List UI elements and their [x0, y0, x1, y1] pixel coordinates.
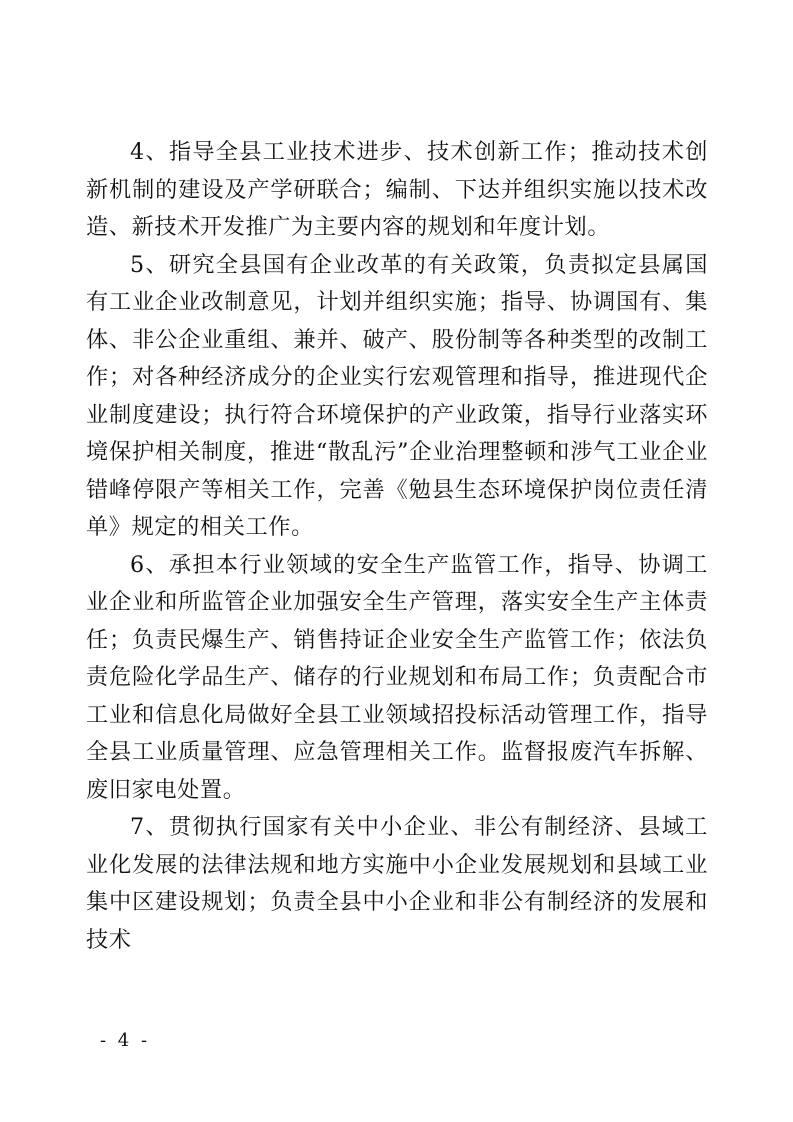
paragraph-item-5: 5、研究全县国有企业改革的有关政策，负责拟定县属国有工业企业改制意见，计划并组织实施；指导、协调国有、集体、非公企业重组、兼并、破产、股份制等各种类型的改制工作；对各种经济成分的企业实行宏观管理和指导，推进现代企业制度建设；执行符合环境保护的产业政策，指导行业落实环境保护相关制度，推进“散乱污”企业治理整顿和涉气工业企业错峰停限产等相关工作，完善《勉县生态环境保护岗位责任清单》规定的相关工作。 — [86, 251, 708, 540]
paragraph-item-7: 7、贯彻执行国家有关中小企业、非公有制经济、县域工业化发展的法律法规和地方实施中小企业发展规划和县域工业集中区建设规划；负责全县中小企业和非公有制经济的发展和技术 — [86, 814, 708, 953]
document-body — [86, 134, 708, 959]
paragraph-item-4: 4、指导全县工业技术进步、技术创新工作；推动技术创新机制的建设及产学研联合；编制、下达并组织实施以技术改造、新技术开发推广为主要内容的规划和年度计划。 — [86, 139, 708, 240]
paragraph-item-6: 6、承担本行业领域的安全生产监管工作，指导、协调工业企业和所监管企业加强安全生产管理，落实安全生产主体责任；负责民爆生产、销售持证企业安全生产监管工作；依法负责危险化学品生产、储存的行业规划和布局工作；负责配合市工业和信息化局做好全县工业领域招投标活动管理工作，指导全县工业质量管理、应急管理相关工作。监督报废汽车拆解、废旧家电处置。 — [86, 551, 708, 803]
page-number: - 4 - — [100, 1030, 151, 1051]
